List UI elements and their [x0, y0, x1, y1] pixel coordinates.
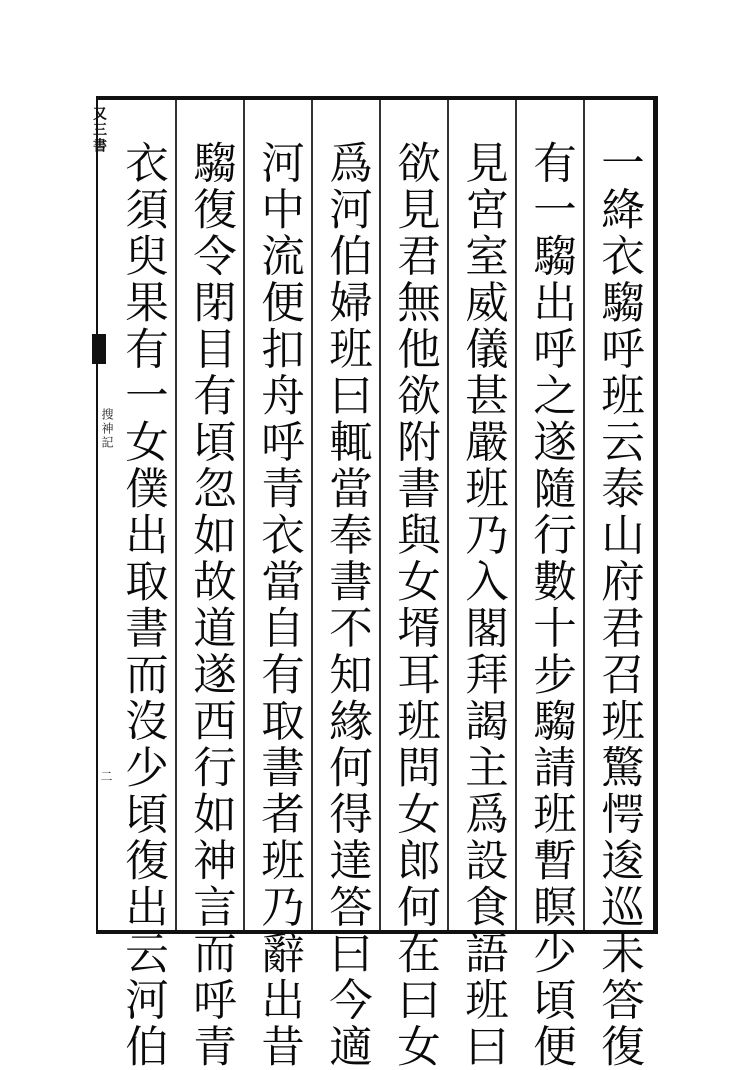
column-rule: [447, 100, 449, 930]
text-column-2: 有一騶出呼之遂隨行數十步騶請班暫瞑少頃便: [526, 140, 576, 1070]
column-rule: [379, 100, 381, 930]
column-rule: [311, 100, 313, 930]
fold-margin: [92, 96, 108, 934]
column-rule: [175, 100, 177, 930]
fold-book-title: 搜神記: [100, 408, 114, 450]
fold-top-text: 又三書: [91, 106, 107, 154]
text-column-6: 河中流便扣舟呼青衣當自有取書者班乃辭出昔: [254, 140, 304, 1070]
text-column-3: 見宮室威儀甚嚴班乃入閣拜謁主爲設食語班曰: [458, 140, 508, 1070]
fish-tail-mark: [92, 334, 106, 364]
column-rule: [243, 100, 245, 930]
text-column-8: 衣須臾果有一女僕出取書而沒少頃復出云河伯: [118, 140, 168, 1070]
column-rule: [583, 100, 585, 930]
text-column-4: 欲見君無他欲附書與女壻耳班問女郎何在曰女: [390, 140, 440, 1070]
text-column-7: 騶復令閉目有頃忽如故道遂西行如神言而呼青: [186, 140, 236, 1070]
text-column-5: 爲河伯婦班曰輒當奉書不知緣何得達答曰今適: [322, 140, 372, 1070]
fold-page-number: 二: [99, 770, 113, 782]
text-column-1: 一絳衣騶呼班云泰山府君召班驚愕逡巡未答復: [594, 140, 644, 1070]
column-rule: [515, 100, 517, 930]
